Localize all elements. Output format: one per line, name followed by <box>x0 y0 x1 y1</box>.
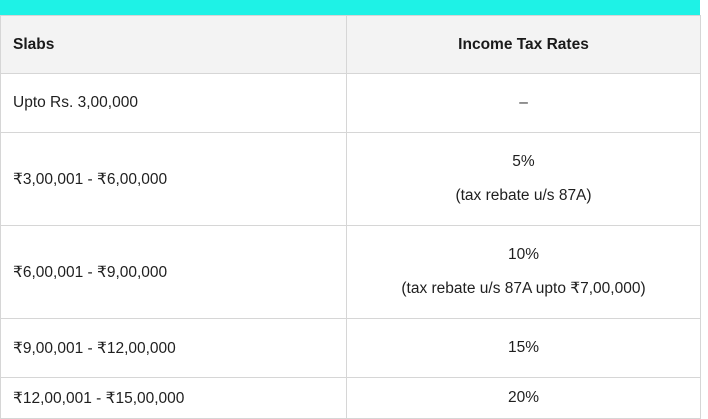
table-row <box>1 226 701 319</box>
table-header-row <box>1 16 701 74</box>
rate-cell <box>347 74 701 133</box>
table-row <box>1 378 701 419</box>
rate-cell <box>347 319 701 378</box>
table-row <box>1 319 701 378</box>
rate-cell <box>347 226 701 319</box>
slab-cell: ₹6,00,001 - ₹9,00,000 <box>1 226 347 319</box>
column-header-income-tax-rates: Income Tax Rates <box>347 16 701 74</box>
slab-cell: ₹12,00,001 - ₹15,00,000 <box>1 378 347 419</box>
rate-value: 15% <box>507 339 540 356</box>
slab-cell: ₹9,00,001 - ₹12,00,000 <box>1 319 347 378</box>
rate-cell <box>347 133 701 226</box>
rate-cell <box>347 378 701 419</box>
rate-value: 10% <box>507 246 540 263</box>
column-header-slabs: Slabs <box>1 16 347 74</box>
top-accent-bar <box>0 0 700 15</box>
income-tax-slab-table <box>0 15 701 419</box>
slab-cell: ₹3,00,001 - ₹6,00,000 <box>1 133 347 226</box>
rate-value: 5% <box>512 153 535 170</box>
rate-note: (tax rebate u/s 87A upto ₹7,00,000) <box>401 280 646 297</box>
slab-cell: Upto Rs. 3,00,000 <box>1 74 347 133</box>
table-row <box>1 133 701 226</box>
rate-note: (tax rebate u/s 87A) <box>455 187 592 204</box>
rate-value: – <box>519 94 528 111</box>
table-row <box>1 74 701 133</box>
rate-value: 20% <box>507 389 540 406</box>
